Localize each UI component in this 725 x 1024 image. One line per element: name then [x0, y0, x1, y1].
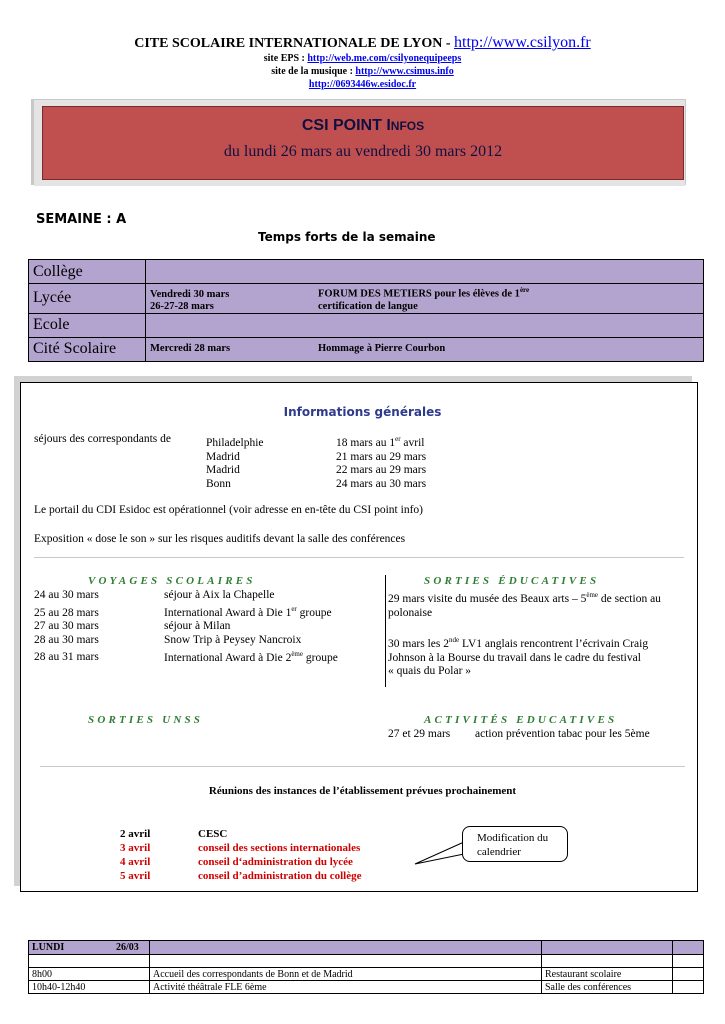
schedule-time: 8h00 — [29, 968, 150, 981]
music-link[interactable]: http://www.csimus.info — [355, 66, 454, 77]
voyage-text: séjour à Aix la Chapelle — [164, 589, 275, 601]
schedule-day — [29, 941, 150, 955]
schedule-row — [29, 981, 704, 994]
reunion-text: CESC — [198, 828, 228, 840]
correspondant-dates: 21 mars au 29 mars — [336, 450, 427, 463]
voyage-dates: 24 au 30 mars — [34, 589, 99, 601]
correspondant-row — [206, 478, 666, 492]
activites-title: ACTIVITÉS EDUCATIVES — [424, 714, 618, 726]
schedule-place: Salle des conférences — [542, 981, 673, 994]
music-line — [0, 66, 725, 77]
reunion-date: 4 avril — [120, 856, 151, 868]
sorties-line-4: Johnson à la Bourse du travail dans le cadre du festival — [388, 651, 641, 664]
schedule-date: 26/03 — [116, 942, 139, 953]
cite-date: Mercredi 28 mars — [150, 343, 231, 354]
banner-title-small: NFOS — [390, 119, 425, 133]
voyage-text: séjour à Milan — [164, 620, 231, 633]
schedule-activity: Activité théâtrale FLE 6ème — [150, 981, 542, 994]
reunion-text: conseil d‘administration du lycée — [198, 856, 353, 868]
lycee-date-2: 26-27-28 mars — [150, 300, 214, 312]
activites-date: 27 et 29 mars — [388, 728, 451, 740]
voyage-rest: groupe — [296, 606, 332, 619]
row-cite — [29, 337, 704, 361]
reunion-text: conseil d’administration du collège — [198, 870, 362, 882]
reunions-list — [120, 827, 361, 883]
voyage-text: Snow Trip à Peysey Nancroix — [164, 633, 302, 646]
voyage-text: International Award à Die 2 — [164, 651, 292, 664]
sorties-line-1: 29 mars visite du musée des Beaux arts – 5 — [388, 592, 587, 605]
unss-title: SORTIES UNSS — [88, 714, 204, 726]
reunion-text: conseil des sections internationales — [198, 842, 361, 854]
voyage-sup: ème — [291, 649, 303, 658]
schedule-blank-row — [29, 955, 704, 968]
lycee-event-1: FORUM DES METIERS pour les élèves de 1 — [318, 288, 520, 300]
correspondants-label: séjours des correspondants de — [34, 433, 172, 445]
eps-link[interactable]: http://web.me.com/csilyonequipeeps — [307, 53, 462, 64]
lycee-event-1-sup: ère — [519, 286, 530, 294]
reunion-date: 3 avril — [120, 842, 151, 854]
cite-info — [146, 337, 704, 361]
activites-row — [388, 728, 650, 742]
correspondant-dates: 22 mars au 29 mars — [336, 464, 427, 477]
sorties-line-3-sup: nde — [449, 636, 460, 645]
label-ecole: Ecole — [29, 313, 146, 337]
portail-info: Le portail du CDI Esidoc est opérationnel (voir adresse en en-tête du CSI point info) — [34, 504, 423, 516]
schedule-header-cell — [150, 941, 542, 955]
school-name: CITE SCOLAIRE INTERNATIONALE DE LYON - — [134, 36, 454, 51]
row-lycee — [29, 284, 704, 314]
reunions-title: Réunions des instances de l’établissement prévues prochainement — [208, 785, 517, 797]
voyage-row — [34, 589, 379, 603]
reunion-date: 2 avril — [120, 828, 151, 840]
correspondant-city: Bonn — [206, 477, 231, 490]
correspondant-rest: avril — [400, 436, 425, 449]
schedule-table — [28, 940, 704, 994]
college-info — [146, 260, 704, 284]
activites-text: action prévention tabac pour les 5ème — [475, 728, 650, 740]
banner-dates: du lundi 26 mars au vendredi 30 mars 2012 — [223, 143, 503, 160]
temps-forts-heading: Temps forts de la semaine — [258, 230, 436, 244]
voyages-list — [34, 589, 379, 665]
lycee-date-1: Vendredi 30 mars — [150, 288, 230, 300]
divider — [34, 557, 684, 558]
banner-title — [43, 117, 683, 135]
divider — [40, 766, 685, 767]
label-college: Collège — [29, 260, 146, 284]
exposition-info: Exposition « dose le son » sur les risques auditifs devant la salle des conférences — [34, 533, 406, 545]
voyage-row — [34, 634, 379, 648]
schedule-row — [29, 968, 704, 981]
reunion-row — [120, 841, 361, 855]
reunion-row — [120, 869, 361, 883]
schedule-place: Restaurant scolaire — [542, 968, 673, 981]
correspondant-city: Philadelphie — [206, 436, 264, 449]
correspondant-city: Madrid — [206, 450, 240, 463]
reunion-row — [120, 855, 361, 869]
correspondant-sup: er — [395, 435, 401, 443]
schedule-activity: Accueil des correspondants de Bonn et de Madrid — [150, 968, 542, 981]
sorties-text — [388, 589, 688, 679]
schedule-header-cell — [673, 941, 704, 955]
reunion-date: 5 avril — [120, 870, 151, 882]
eps-line — [0, 53, 725, 64]
correspondant-dates: 18 mars au 1 — [336, 436, 396, 449]
column-divider — [385, 575, 386, 687]
highlights-table — [28, 259, 704, 362]
voyage-rest: groupe — [303, 651, 338, 664]
label-lycee: Lycée — [29, 284, 146, 314]
correspondant-row — [206, 433, 666, 451]
voyage-row — [34, 620, 379, 634]
esidoc-line — [0, 79, 725, 90]
music-label: site de la musique : — [271, 66, 356, 77]
correspondant-dates: 24 mars au 30 mars — [336, 477, 427, 490]
sorties-line-5: « quais du Polar » — [388, 665, 472, 678]
sorties-title: SORTIES ÉDUCATIVES — [424, 575, 600, 587]
banner-title-main: CSI POINT I — [301, 117, 391, 134]
ecole-info — [146, 313, 704, 337]
calendar-callout — [462, 826, 568, 862]
schedule-day-label: LUNDI — [32, 942, 65, 953]
schedule-header-row — [29, 941, 704, 955]
correspondants-list — [206, 433, 666, 492]
voyage-text: International Award à Die 1 — [164, 606, 292, 619]
site-link[interactable]: http://www.csilyon.fr — [454, 34, 591, 51]
esidoc-link[interactable]: http://0693446w.esidoc.fr — [308, 79, 417, 90]
lycee-event-2: certification de langue — [318, 300, 418, 312]
eps-label: site EPS : — [263, 53, 308, 64]
callout-line-2: calendrier — [477, 846, 521, 858]
schedule-header-cell — [542, 941, 673, 955]
sorties-line-3: 30 mars les 2 — [388, 638, 450, 651]
cite-event: Hommage à Pierre Courbon — [318, 343, 446, 354]
sorties-line-1-sup: ème — [586, 591, 599, 599]
sorties-line-2: polonaise — [388, 606, 433, 619]
lycee-info — [146, 284, 704, 314]
voyages-title: VOYAGES SCOLAIRES — [88, 575, 256, 587]
school-header — [0, 34, 725, 52]
informations-title: Informations générales — [283, 405, 442, 419]
voyage-sup: er — [291, 604, 297, 613]
correspondant-row — [206, 464, 666, 478]
voyage-dates: 28 au 31 mars — [34, 651, 99, 664]
voyage-dates: 25 au 28 mars — [34, 606, 99, 619]
row-ecole — [29, 313, 704, 337]
label-cite: Cité Scolaire — [29, 337, 146, 361]
reunion-row — [120, 827, 361, 841]
correspondant-row — [206, 451, 666, 465]
sorties-line-1-end: de section au — [598, 592, 661, 605]
voyage-dates: 27 au 30 mars — [34, 620, 99, 633]
row-college — [29, 260, 704, 284]
schedule-time: 10h40-12h40 — [29, 981, 150, 994]
correspondant-city: Madrid — [206, 464, 240, 477]
voyage-row — [34, 603, 379, 621]
sorties-line-3-end: LV1 anglais rencontrent l’écrivain Craig — [459, 638, 649, 651]
voyage-dates: 28 au 30 mars — [34, 633, 99, 646]
callout-line-1: Modification du — [477, 832, 549, 844]
semaine-label: SEMAINE : A — [36, 212, 127, 227]
voyage-row — [34, 648, 379, 666]
title-banner — [42, 106, 684, 180]
